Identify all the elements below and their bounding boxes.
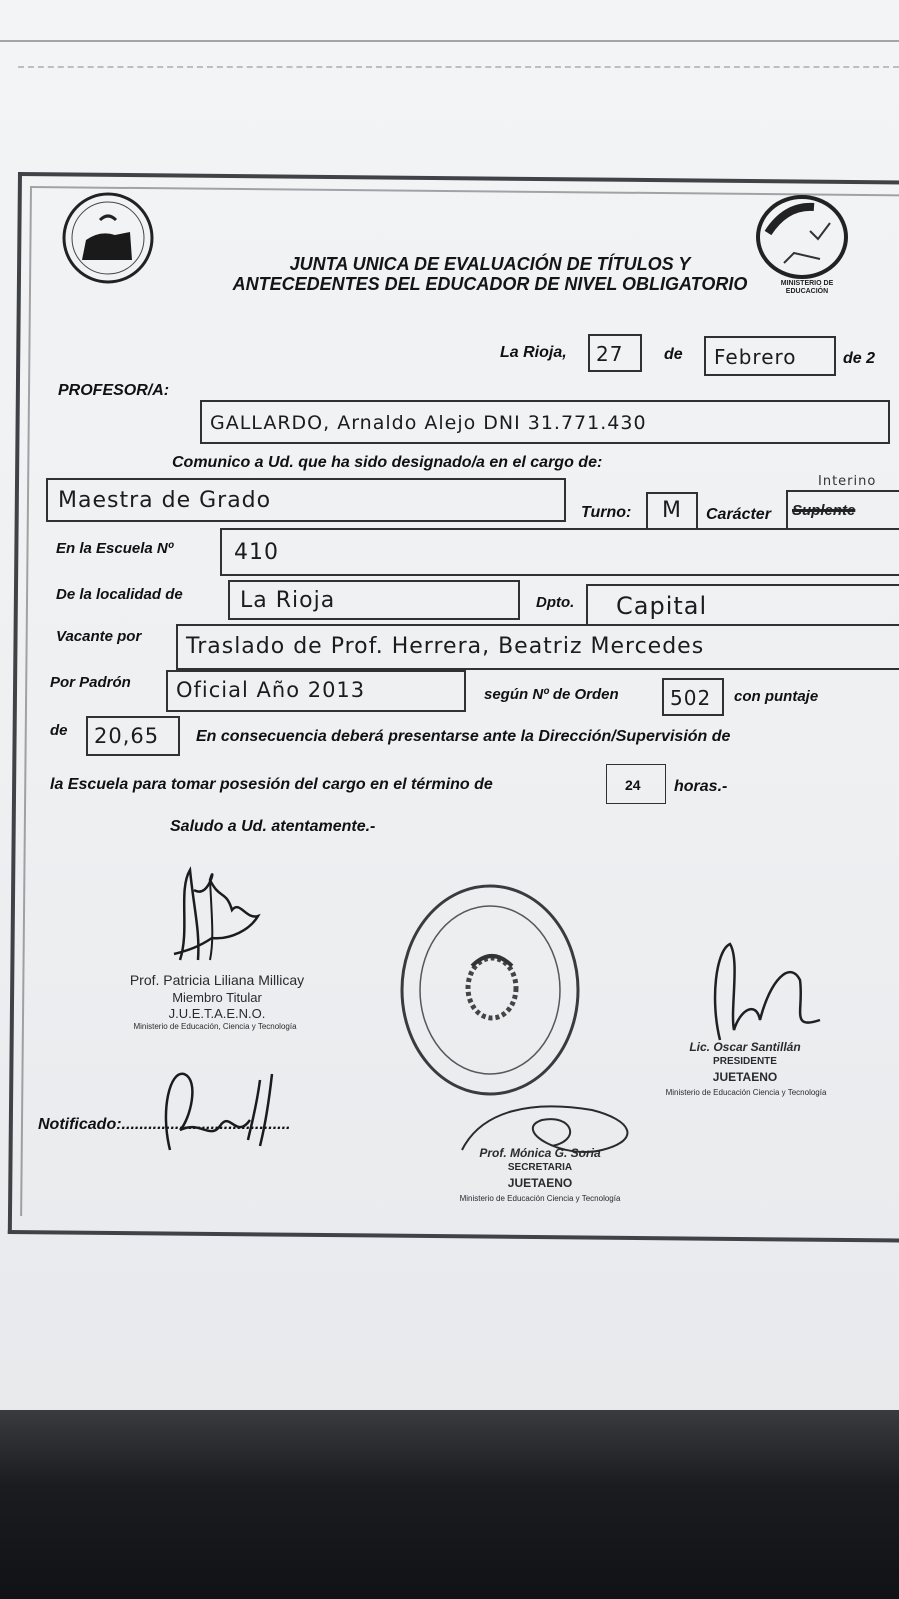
puntaje-value: 20,65: [94, 724, 160, 748]
caracter-struck-value: Suplente: [792, 502, 856, 519]
puntaje-text: En consecuencia deberá presentarse ante la Dirección/Supervisión de: [196, 728, 731, 745]
background-surface: [0, 1410, 899, 1599]
title-line-1: JUNTA UNICA DE EVALUACIÓN DE TÍTULOS Y: [289, 254, 691, 274]
right-signer-role: PRESIDENTE: [713, 1056, 777, 1067]
left-signer-ministry: Ministerio de Educación, Ciencia y Tecnología: [133, 1022, 297, 1031]
turno-label: Turno:: [581, 504, 632, 521]
center-signer-org: JUETAENO: [507, 1176, 573, 1190]
padron-value: Oficial Año 2013: [176, 678, 366, 702]
center-signer-role: SECRETARIA: [507, 1162, 573, 1173]
date-month-box: [704, 336, 836, 376]
puntaje-de-label: de: [50, 722, 68, 739]
center-signer-name: Prof. Mónica G. Soria: [479, 1146, 601, 1160]
vacante-box: [176, 624, 899, 670]
title-line-2: ANTECEDENTES DEL EDUCADOR DE NIVEL OBLIGATORIO: [232, 274, 748, 294]
caracter-label: Carácter: [706, 506, 771, 523]
cargo-value: Maestra de Grado: [58, 488, 272, 513]
dpto-value: Capital: [616, 592, 708, 620]
top-dashed-rule: [18, 66, 899, 68]
hours-label: horas.-: [674, 778, 728, 795]
notificado-label: Notificado:......................................: [38, 1116, 291, 1133]
caracter-annotation: Interino: [818, 474, 877, 489]
dpto-label: Dpto.: [536, 594, 575, 611]
localidad-value: La Rioja: [240, 588, 336, 613]
top-rule: [0, 40, 899, 42]
notificado-signature-image: [140, 1050, 280, 1160]
left-signer-name: Prof. Patricia Liliana Millicay: [129, 972, 305, 988]
vacante-value: Traslado de Prof. Herrera, Beatriz Mercedes: [186, 634, 705, 659]
profesor-label: PROFESOR/A:: [58, 382, 170, 399]
turno-value: M: [662, 498, 682, 523]
provincial-seal-logo: [60, 190, 156, 286]
padron-label: Por Padrón: [50, 674, 131, 691]
puntaje-box: [86, 716, 180, 756]
center-signer-ministry: Ministerio de Educación Ciencia y Tecnología: [459, 1194, 621, 1203]
right-signature-image: [700, 940, 840, 1050]
puntaje-label: con puntaje: [734, 688, 819, 705]
hours-box: [606, 764, 666, 804]
date-de-label: de: [664, 346, 683, 363]
date-day-box: [588, 334, 642, 372]
left-signer-role: Miembro Titular: [172, 990, 262, 1005]
dpto-box: [586, 584, 899, 626]
posesion-text: la Escuela para tomar posesión del cargo en el término de: [50, 776, 493, 793]
localidad-label: De la localidad de: [56, 586, 183, 603]
orden-label: según Nº de Orden: [484, 686, 619, 703]
ministry-logo-line1: MINISTERIO DE: [780, 280, 834, 287]
ministry-logo-line2: EDUCACIÓN: [785, 288, 829, 295]
right-signer-ministry: Ministerio de Educación Ciencia y Tecnología: [665, 1088, 827, 1097]
localidad-box: [228, 580, 520, 620]
ministry-logo-caption: [772, 280, 842, 296]
turno-box: [646, 492, 698, 530]
cargo-box: [46, 478, 566, 522]
profesor-name-box: [200, 400, 890, 444]
right-signer-name: Lic. Oscar Santillán: [689, 1040, 801, 1054]
date-month: Febrero: [714, 345, 797, 369]
date-day: 27: [596, 342, 624, 366]
escuela-box: [220, 528, 899, 576]
profesor-name: GALLARDO, Arnaldo Alejo DNI 31.771.430: [210, 412, 647, 434]
orden-box: [662, 678, 724, 716]
orden-value: 502: [670, 686, 712, 710]
vacante-label: Vacante por: [56, 628, 142, 645]
date-place-label: La Rioja,: [500, 344, 567, 361]
closing-text: Saludo a Ud. atentamente.-: [170, 818, 376, 835]
right-signer-org: JUETAENO: [712, 1070, 778, 1084]
designation-intro: Comunico a Ud. que ha sido designado/a en el cargo de:: [172, 454, 603, 471]
date-year-prefix: de 2: [843, 350, 876, 367]
official-stamp-seal: [398, 880, 588, 1110]
left-signer-org: J.U.E.T.A.E.N.O.: [168, 1006, 266, 1021]
hours-value: 24: [625, 777, 641, 793]
caracter-box: [786, 490, 899, 530]
escuela-label: En la Escuela Nº: [56, 540, 174, 557]
padron-box: [166, 670, 466, 712]
escuela-value: 410: [234, 540, 279, 565]
left-signature-image: [150, 850, 280, 980]
